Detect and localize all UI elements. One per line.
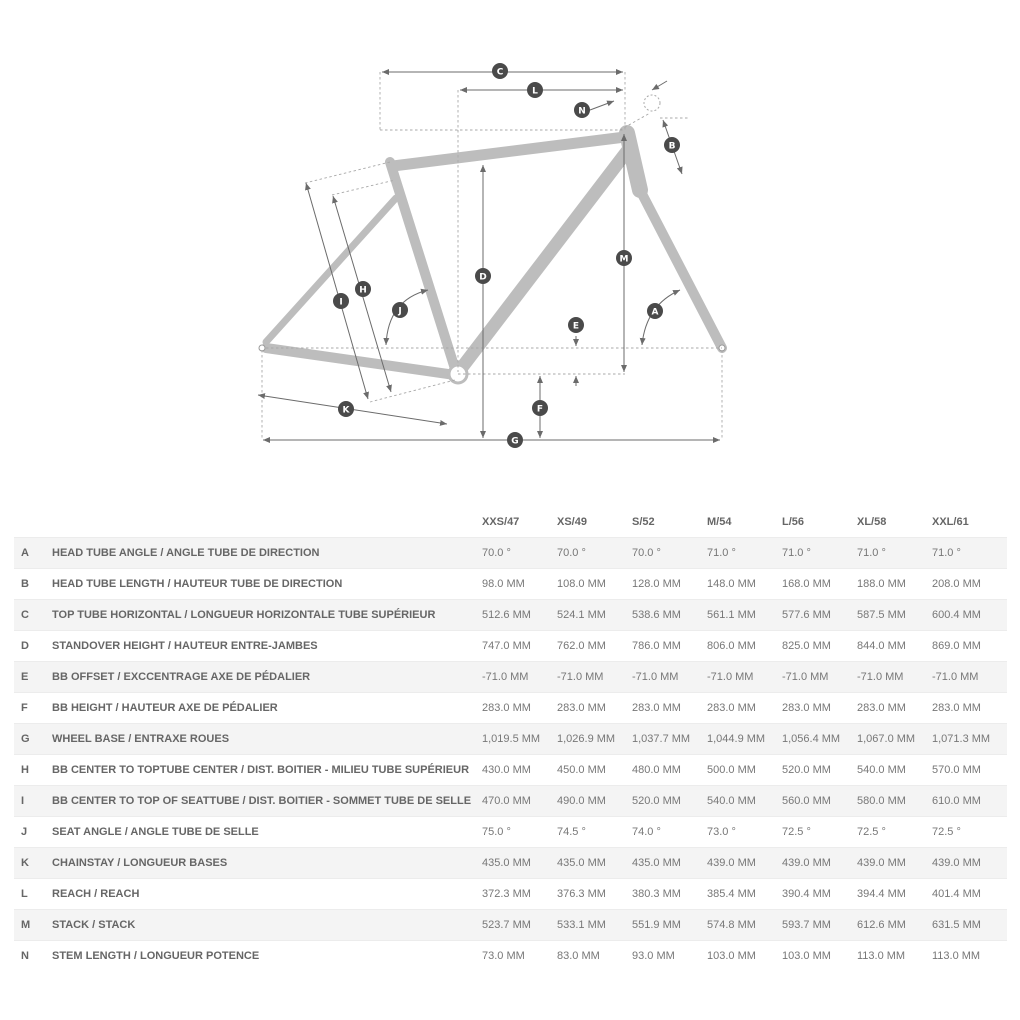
measurement-value: 574.8 MM — [707, 910, 782, 941]
row-letter: H — [14, 755, 52, 786]
measurement-value: 71.0 ° — [707, 538, 782, 569]
measurement-value: 98.0 MM — [482, 569, 557, 600]
measurement-value: 72.5 ° — [932, 817, 1007, 848]
badge-K — [338, 401, 354, 417]
badge-I — [333, 293, 349, 309]
measurement-value: 551.9 MM — [632, 910, 707, 941]
measurement-value: 72.5 ° — [857, 817, 932, 848]
measurement-value: 394.4 MM — [857, 879, 932, 910]
row-letter: B — [14, 569, 52, 600]
badge-M — [616, 250, 632, 266]
measurement-value: 587.5 MM — [857, 600, 932, 631]
measurement-value: 600.4 MM — [932, 600, 1007, 631]
row-letter: C — [14, 600, 52, 631]
measurement-value: 83.0 MM — [557, 941, 632, 972]
table-row — [14, 693, 1007, 724]
table-row — [14, 538, 1007, 569]
measurement-value: 1,067.0 MM — [857, 724, 932, 755]
top-tube — [393, 137, 625, 166]
size-header-row — [14, 507, 1007, 538]
measurement-value: 283.0 MM — [707, 693, 782, 724]
measurement-value: 113.0 MM — [932, 941, 1007, 972]
measurement-value: 1,044.9 MM — [707, 724, 782, 755]
svg-text:K: K — [342, 405, 350, 416]
svg-text:E: E — [572, 321, 580, 332]
measurement-value: 376.3 MM — [557, 879, 632, 910]
measurement-value: -71.0 MM — [782, 662, 857, 693]
measurement-name: STEM LENGTH / LONGUEUR POTENCE — [52, 941, 482, 972]
dimension-lines — [258, 72, 720, 440]
svg-text:N: N — [578, 106, 586, 117]
size-header-xl-58: XL/58 — [857, 516, 887, 528]
row-letter: K — [14, 848, 52, 879]
measurement-value: 439.0 MM — [857, 848, 932, 879]
measurement-name: REACH / REACH — [52, 879, 482, 910]
measurement-value: 71.0 ° — [932, 538, 1007, 569]
measurement-value: 439.0 MM — [782, 848, 857, 879]
measurement-value: 75.0 ° — [482, 817, 557, 848]
measurement-value: 593.7 MM — [782, 910, 857, 941]
svg-text:D: D — [479, 272, 487, 283]
measurement-value: 283.0 MM — [857, 693, 932, 724]
measurement-value: -71.0 MM — [557, 662, 632, 693]
measurement-value: 435.0 MM — [557, 848, 632, 879]
bike-frame — [259, 95, 725, 383]
measurement-value: 283.0 MM — [632, 693, 707, 724]
svg-text:G: G — [511, 436, 519, 447]
measurement-value: 283.0 MM — [782, 693, 857, 724]
measurement-value: 385.4 MM — [707, 879, 782, 910]
row-letter: M — [14, 910, 52, 941]
measurement-value: 450.0 MM — [557, 755, 632, 786]
measurement-value: 869.0 MM — [932, 631, 1007, 662]
size-header-s-52: S/52 — [632, 516, 655, 528]
measurement-name: CHAINSTAY / LONGUEUR BASES — [52, 848, 482, 879]
measurement-value: 74.0 ° — [632, 817, 707, 848]
row-letter: J — [14, 817, 52, 848]
measurement-value: 561.1 MM — [707, 600, 782, 631]
measurement-name: STANDOVER HEIGHT / HAUTEUR ENTRE-JAMBES — [52, 631, 482, 662]
measurement-value: 168.0 MM — [782, 569, 857, 600]
table-row — [14, 569, 1007, 600]
row-letter: L — [14, 879, 52, 910]
measurement-value: 480.0 MM — [632, 755, 707, 786]
badge-J — [392, 302, 408, 318]
size-header-m-54: M/54 — [707, 516, 732, 528]
measurement-value: 520.0 MM — [632, 786, 707, 817]
row-letter: A — [14, 538, 52, 569]
measurement-name: SEAT ANGLE / ANGLE TUBE DE SELLE — [52, 817, 482, 848]
measurement-value: 283.0 MM — [557, 693, 632, 724]
measurement-value: 72.5 ° — [782, 817, 857, 848]
measurement-name: BB HEIGHT / HAUTEUR AXE DE PÉDALIER — [52, 693, 482, 724]
badge-F — [532, 400, 548, 416]
svg-text:L: L — [532, 86, 538, 97]
measurement-value: 524.1 MM — [557, 600, 632, 631]
measurement-value: 560.0 MM — [782, 786, 857, 817]
dim-A — [642, 290, 680, 345]
measurement-value: 580.0 MM — [857, 786, 932, 817]
chain-stay — [266, 348, 455, 375]
measurement-name: BB CENTER TO TOP OF SEATTUBE / DIST. BOITIER - SOMMET TUBE DE SELLE — [52, 786, 482, 817]
measurement-value: 1,026.9 MM — [557, 724, 632, 755]
measurement-value: 380.3 MM — [632, 879, 707, 910]
measurement-value: 390.4 MM — [782, 879, 857, 910]
head-tube — [627, 133, 640, 190]
row-letter: G — [14, 724, 52, 755]
measurement-value: 1,056.4 MM — [782, 724, 857, 755]
badge-G — [507, 432, 523, 448]
measurement-value: 470.0 MM — [482, 786, 557, 817]
measurement-value: 71.0 ° — [857, 538, 932, 569]
measurement-value: 533.1 MM — [557, 910, 632, 941]
label-badges — [333, 63, 680, 448]
measurement-value: 786.0 MM — [632, 631, 707, 662]
measurement-value: 74.5 ° — [557, 817, 632, 848]
measurement-value: 612.6 MM — [857, 910, 932, 941]
measurement-value: 93.0 MM — [632, 941, 707, 972]
reference-lines — [262, 72, 722, 440]
measurement-value: 73.0 ° — [707, 817, 782, 848]
measurement-value: -71.0 MM — [707, 662, 782, 693]
measurement-value: 1,071.3 MM — [932, 724, 1007, 755]
stem-clamp — [644, 95, 660, 111]
measurement-value: 108.0 MM — [557, 569, 632, 600]
table-row — [14, 662, 1007, 693]
measurement-value: 610.0 MM — [932, 786, 1007, 817]
measurement-value: 283.0 MM — [932, 693, 1007, 724]
measurement-value: 523.7 MM — [482, 910, 557, 941]
row-letter: N — [14, 941, 52, 972]
svg-text:F: F — [536, 404, 544, 415]
measurement-value: 435.0 MM — [632, 848, 707, 879]
table-row — [14, 910, 1007, 941]
measurement-value: 283.0 MM — [482, 693, 557, 724]
measurement-value: 500.0 MM — [707, 755, 782, 786]
measurement-value: 430.0 MM — [482, 755, 557, 786]
size-header-xxs-47: XXS/47 — [482, 516, 520, 528]
measurement-value: 538.6 MM — [632, 600, 707, 631]
svg-text:H: H — [359, 285, 367, 296]
measurement-value: 439.0 MM — [932, 848, 1007, 879]
measurement-value: 762.0 MM — [557, 631, 632, 662]
badge-B — [664, 137, 680, 153]
table-row — [14, 817, 1007, 848]
measurement-value: 70.0 ° — [557, 538, 632, 569]
svg-text:A: A — [651, 307, 659, 318]
row-letter: I — [14, 786, 52, 817]
measurement-value: 512.6 MM — [482, 600, 557, 631]
fork — [640, 190, 722, 348]
measurement-name: BB OFFSET / EXCCENTRAGE AXE DE PÉDALIER — [52, 662, 482, 693]
measurement-value: 1,037.7 MM — [632, 724, 707, 755]
measurement-value: 540.0 MM — [857, 755, 932, 786]
measurement-value: 103.0 MM — [707, 941, 782, 972]
svg-text:M: M — [619, 254, 629, 265]
measurement-value: 570.0 MM — [932, 755, 1007, 786]
measurement-value: 520.0 MM — [782, 755, 857, 786]
measurement-header — [52, 507, 482, 538]
measurement-value: 401.4 MM — [932, 879, 1007, 910]
measurement-value: 148.0 MM — [707, 569, 782, 600]
table-row — [14, 755, 1007, 786]
measurement-value: 188.0 MM — [857, 569, 932, 600]
badge-E — [568, 317, 584, 333]
measurement-value: 208.0 MM — [932, 569, 1007, 600]
measurement-value: 71.0 ° — [782, 538, 857, 569]
table-row — [14, 879, 1007, 910]
geometry-table — [14, 507, 1007, 971]
row-letter: E — [14, 662, 52, 693]
frame-geometry-diagram — [0, 0, 1020, 470]
table-row — [14, 848, 1007, 879]
size-header-l-56: L/56 — [782, 516, 805, 528]
measurement-name: BB CENTER TO TOPTUBE CENTER / DIST. BOITIER - MILIEU TUBE SUPÉRIEUR — [52, 755, 482, 786]
measurement-value: 70.0 ° — [632, 538, 707, 569]
measurement-value: 490.0 MM — [557, 786, 632, 817]
measurement-value: 128.0 MM — [632, 569, 707, 600]
measurement-value: -71.0 MM — [632, 662, 707, 693]
seat-tube — [390, 162, 456, 372]
measurement-value: 540.0 MM — [707, 786, 782, 817]
measurement-name: WHEEL BASE / ENTRAXE ROUES — [52, 724, 482, 755]
measurement-name: STACK / STACK — [52, 910, 482, 941]
measurement-name: HEAD TUBE ANGLE / ANGLE TUBE DE DIRECTION — [52, 538, 482, 569]
measurement-value: 844.0 MM — [857, 631, 932, 662]
badge-N — [574, 102, 590, 118]
table-row — [14, 941, 1007, 972]
badge-H — [355, 281, 371, 297]
dim-J — [386, 290, 428, 345]
measurement-value: 825.0 MM — [782, 631, 857, 662]
measurement-name: HEAD TUBE LENGTH / HAUTEUR TUBE DE DIRECTION — [52, 569, 482, 600]
measurement-value: -71.0 MM — [932, 662, 1007, 693]
measurement-value: 631.5 MM — [932, 910, 1007, 941]
table-row — [14, 724, 1007, 755]
row-letter: D — [14, 631, 52, 662]
measurement-value: -71.0 MM — [857, 662, 932, 693]
measurement-value: 435.0 MM — [482, 848, 557, 879]
measurement-value: 1,019.5 MM — [482, 724, 557, 755]
badge-C — [492, 63, 508, 79]
measurement-name: TOP TUBE HORIZONTAL / LONGUEUR HORIZONTALE TUBE SUPÉRIEUR — [52, 600, 482, 631]
dim-N — [590, 101, 614, 110]
measurement-value: 113.0 MM — [857, 941, 932, 972]
measurement-value: 103.0 MM — [782, 941, 857, 972]
svg-text:J: J — [398, 306, 402, 317]
measurement-value: -71.0 MM — [482, 662, 557, 693]
measurement-value: 806.0 MM — [707, 631, 782, 662]
down-tube — [460, 150, 628, 370]
table-row — [14, 786, 1007, 817]
badge-A — [647, 303, 663, 319]
badge-D — [475, 268, 491, 284]
table-row — [14, 631, 1007, 662]
svg-text:C: C — [496, 67, 504, 78]
letter-header — [14, 507, 52, 538]
row-letter: F — [14, 693, 52, 724]
size-header-xs-49: XS/49 — [557, 516, 587, 528]
table-row — [14, 600, 1007, 631]
measurement-value: 70.0 ° — [482, 538, 557, 569]
badge-L — [527, 82, 543, 98]
size-header-xxl-61: XXL/61 — [932, 516, 969, 528]
measurement-value: 372.3 MM — [482, 879, 557, 910]
measurement-value: 577.6 MM — [782, 600, 857, 631]
measurement-value: 73.0 MM — [482, 941, 557, 972]
svg-text:I: I — [339, 297, 343, 308]
dim-N-2 — [652, 81, 667, 90]
measurement-value: 439.0 MM — [707, 848, 782, 879]
svg-text:B: B — [668, 141, 676, 152]
measurement-value: 747.0 MM — [482, 631, 557, 662]
